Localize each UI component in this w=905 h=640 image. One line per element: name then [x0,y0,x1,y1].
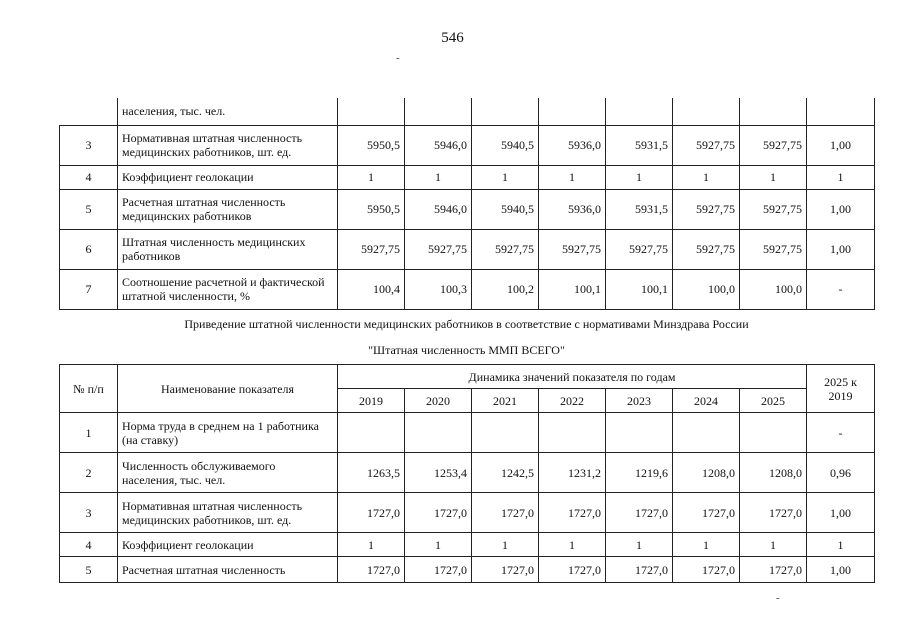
row-value [472,98,539,125]
row-name: Коэффициент геолокации [118,533,338,557]
row-value: 1 [405,165,472,189]
row-value: 1727,0 [405,557,472,583]
row-ratio: - [807,269,875,309]
row-name: Соотношение расчетной и фактической штатной численности, % [118,269,338,309]
row-value: 1 [338,533,405,557]
row-value: 5931,5 [606,189,673,229]
row-value: 100,4 [338,269,405,309]
table-row [60,165,875,189]
header-year: 2019 [338,389,405,413]
row-value: 5936,0 [539,125,606,165]
table-caption: Приведение штатной численности медицинских работников в соответствие с нормативами Минздрава России [184,317,749,331]
row-value: 1 [338,165,405,189]
header-year: 2025 [740,389,807,413]
scan-mark: - [776,592,780,604]
row-value: 5940,5 [472,189,539,229]
row-value: 100,0 [740,269,807,309]
table-row [60,557,875,583]
row-value: 5927,75 [673,229,740,269]
row-name: населения, тыс. чел. [118,98,338,125]
row-value: 1208,0 [740,453,807,493]
row-value: 5927,75 [405,229,472,269]
row-value: 1727,0 [338,557,405,583]
row-value: 100,0 [673,269,740,309]
row-value: 1253,4 [405,453,472,493]
row-value: 1 [673,533,740,557]
row-value: 1 [606,165,673,189]
table-row [60,269,875,309]
row-ratio: 1,00 [807,557,875,583]
header-ratio: 2025 к 2019 [807,365,875,413]
row-number: 5 [60,557,118,583]
row-ratio: 1,00 [807,229,875,269]
header-year: 2024 [673,389,740,413]
header-year: 2023 [606,389,673,413]
row-number: 5 [60,189,118,229]
row-value [740,413,807,453]
table-row [60,493,875,533]
row-value: 1727,0 [338,493,405,533]
row-value: 100,2 [472,269,539,309]
row-value: 1727,0 [740,493,807,533]
row-value: 5946,0 [405,125,472,165]
row-number: 4 [60,165,118,189]
row-value: 5950,5 [338,189,405,229]
table-row [60,189,875,229]
table-row [60,98,875,125]
row-value: 1727,0 [673,493,740,533]
row-value: 1 [472,533,539,557]
row-value: 5927,75 [740,229,807,269]
row-ratio: - [807,413,875,453]
row-value: 1242,5 [472,453,539,493]
row-number: 4 [60,533,118,557]
row-value [539,413,606,453]
row-value [405,98,472,125]
row-value: 1 [673,165,740,189]
row-value: 5931,5 [606,125,673,165]
row-value [405,413,472,453]
row-value [740,98,807,125]
row-value: 1 [539,165,606,189]
row-value [539,98,606,125]
row-name: Расчетная штатная численность медицинских работников [118,189,338,229]
row-name: Штатная численность медицинских работников [118,229,338,269]
row-value: 100,1 [539,269,606,309]
row-value [606,413,673,453]
row-value: 1727,0 [606,493,673,533]
row-name: Нормативная штатная численность медицинских работников, шт. ед. [118,125,338,165]
row-value: 5927,75 [539,229,606,269]
row-number: 7 [60,269,118,309]
table-2 [59,364,875,583]
header-name: Наименование показателя [118,365,338,413]
table-subtitle: "Штатная численность ММП ВСЕГО" [368,343,565,357]
row-number: 2 [60,453,118,493]
row-value: 1727,0 [606,557,673,583]
row-value: 1 [472,165,539,189]
row-value: 100,3 [405,269,472,309]
row-number: 3 [60,493,118,533]
row-name: Численность обслуживаемого населения, тыс. чел. [118,453,338,493]
row-value: 5940,5 [472,125,539,165]
row-value: 1727,0 [539,557,606,583]
table-row [60,229,875,269]
row-value: 1727,0 [673,557,740,583]
row-value [338,413,405,453]
row-value [472,413,539,453]
row-value: 1231,2 [539,453,606,493]
row-number: 6 [60,229,118,269]
row-name: Расчетная штатная численность [118,557,338,583]
row-value: 5927,75 [673,125,740,165]
row-value [606,98,673,125]
row-value: 5946,0 [405,189,472,229]
row-value: 5927,75 [606,229,673,269]
row-value: 1 [606,533,673,557]
row-ratio: 0,96 [807,453,875,493]
row-value: 5927,75 [472,229,539,269]
row-value [338,98,405,125]
header-year: 2022 [539,389,606,413]
row-value: 1 [740,165,807,189]
row-ratio: 1,00 [807,189,875,229]
row-number: 3 [60,125,118,165]
row-value: 1727,0 [472,493,539,533]
row-value: 5927,75 [740,125,807,165]
row-value: 1219,6 [606,453,673,493]
table-row [60,413,875,453]
row-value: 5927,75 [673,189,740,229]
header-year: 2020 [405,389,472,413]
row-value [673,98,740,125]
row-value: 5936,0 [539,189,606,229]
row-value: 1727,0 [472,557,539,583]
row-ratio: 1 [807,165,875,189]
row-value: 1727,0 [539,493,606,533]
row-value: 5927,75 [338,229,405,269]
table-row [60,533,875,557]
row-ratio: 1 [807,533,875,557]
row-value: 1263,5 [338,453,405,493]
row-value: 5950,5 [338,125,405,165]
table-row [60,125,875,165]
row-value: 1 [405,533,472,557]
table-1 [59,98,875,310]
page-number: 546 [441,30,464,46]
scan-mark: - [396,52,400,64]
table-row [60,453,875,493]
header-dynamics: Динамика значений показателя по годам [338,365,807,389]
row-value: 1727,0 [740,557,807,583]
row-value: 100,1 [606,269,673,309]
row-number [60,98,118,125]
row-value: 1727,0 [405,493,472,533]
row-name: Норма труда в среднем на 1 работника (на ставку) [118,413,338,453]
row-ratio: 1,00 [807,493,875,533]
row-name: Нормативная штатная численность медицинских работников, шт. ед. [118,493,338,533]
header-num: № п/п [60,365,118,413]
row-name: Коэффициент геолокации [118,165,338,189]
row-value: 1 [539,533,606,557]
row-number: 1 [60,413,118,453]
row-value: 5927,75 [740,189,807,229]
row-ratio: 1,00 [807,125,875,165]
row-value: 1 [740,533,807,557]
row-value: 1208,0 [673,453,740,493]
row-value [807,98,875,125]
row-value [673,413,740,453]
header-year: 2021 [472,389,539,413]
